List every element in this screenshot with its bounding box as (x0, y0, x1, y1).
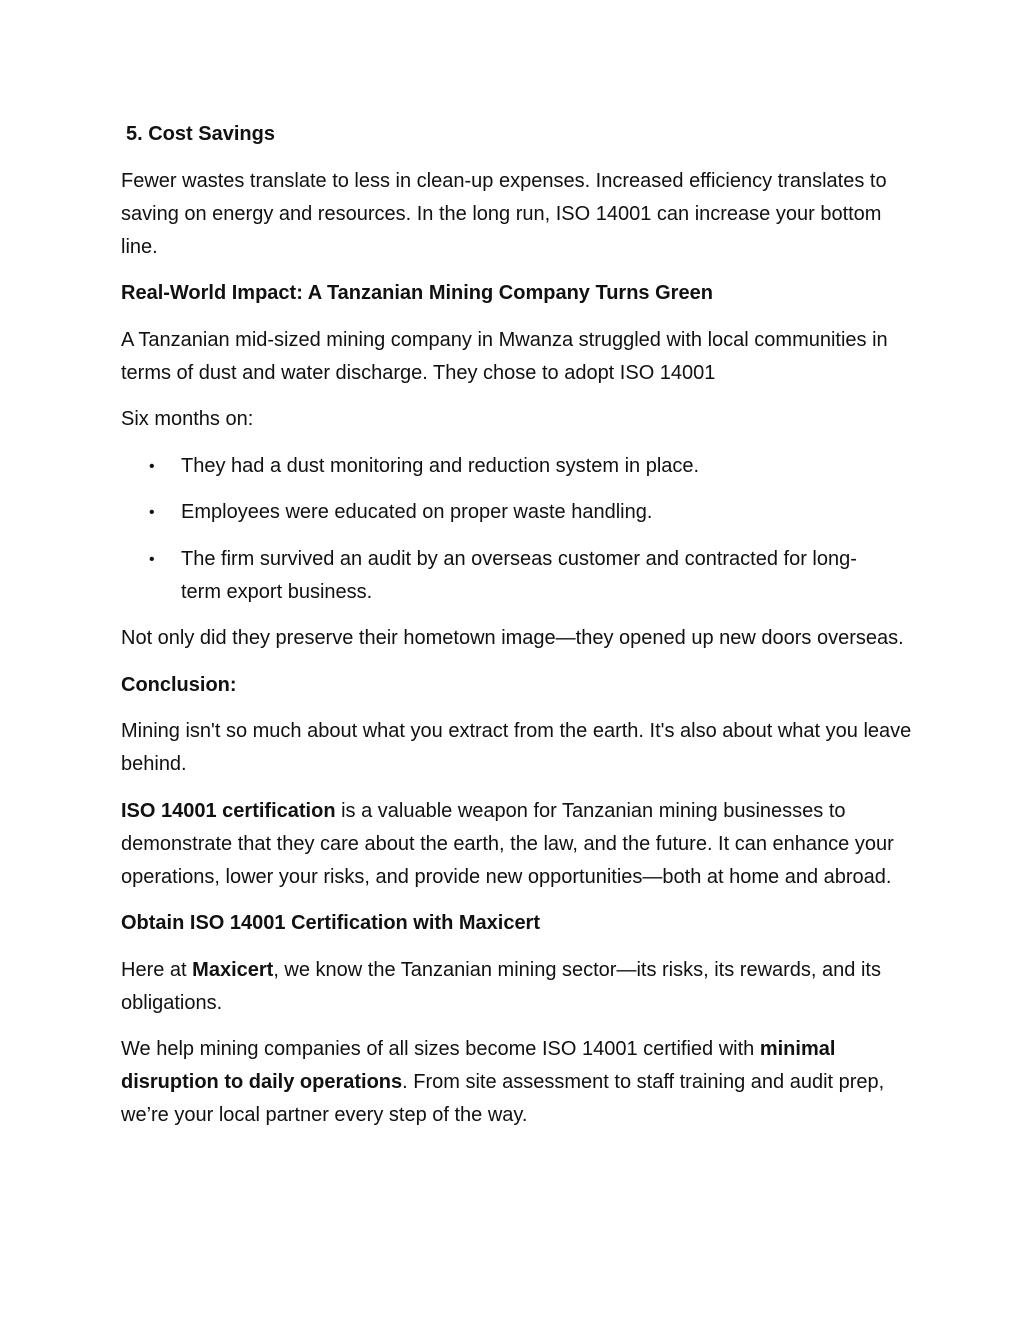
conclusion-paragraph-1: Mining isn't so much about what you extract from the earth. It's also about what you leave behind. (121, 720, 912, 775)
maxicert-p1-post: , we know the Tanzanian mining sector—its risks, its rewards, and its obligations. (121, 958, 881, 1014)
cost-savings-paragraph: Fewer wastes translate to less in clean-up expenses. Increased efficiency translates to saving on energy and resources. In the long run, ISO 14001 can increase your bottom line. (121, 169, 887, 258)
maxicert-heading: Obtain ISO 14001 Certification with Maxicert (121, 912, 541, 934)
cost-savings-heading: 5. Cost Savings (126, 123, 275, 145)
maxicert-p2-post: . From site assessment to staff training and audit prep, we’re your local partner every step of the way. (121, 1071, 885, 1126)
minimal-disruption-emphasis: minimal disruption to daily operations (121, 1038, 836, 1093)
real-world-outro: Not only did they preserve their hometown image—they opened up new doors overseas. (121, 627, 904, 649)
real-world-intro: A Tanzanian mid-sized mining company in Mwanza struggled with local communities in terms of dust and water discharge. They chose to adopt ISO 14001 (121, 328, 888, 384)
conclusion-paragraph-2-text: is a valuable weapon for Tanzanian mining businesses to demonstrate that they care about the earth, the law, and the future. It can enhance your operations, lower your risks, and provide new opportunities—both at home and abroad. (121, 799, 894, 888)
maxicert-p1-pre: Here at (121, 958, 193, 981)
list-item: • Employees were educated on proper waste handling. (181, 496, 921, 529)
list-item: • They had a dust monitoring and reduction system in place. (181, 450, 921, 483)
real-world-heading: Real-World Impact: A Tanzanian Mining Company Turns Green (121, 282, 713, 304)
iso-certification-emphasis: ISO 14001 certification (121, 799, 336, 822)
document-page (121, 118, 921, 1146)
six-months-lead: Six months on: (121, 408, 254, 430)
maxicert-p2-pre: We help mining companies of all sizes become ISO 14001 certified with (121, 1038, 760, 1060)
list-item: • The firm survived an audit by an overseas customer and contracted for long-term export business. (181, 543, 861, 609)
conclusion-paragraph-2 (121, 795, 921, 894)
maxicert-emphasis: Maxicert (192, 958, 274, 981)
outcomes-list (121, 450, 921, 609)
conclusion-heading: Conclusion: (121, 673, 237, 696)
maxicert-paragraph-2 (121, 1033, 921, 1132)
maxicert-paragraph-1 (121, 954, 921, 1020)
